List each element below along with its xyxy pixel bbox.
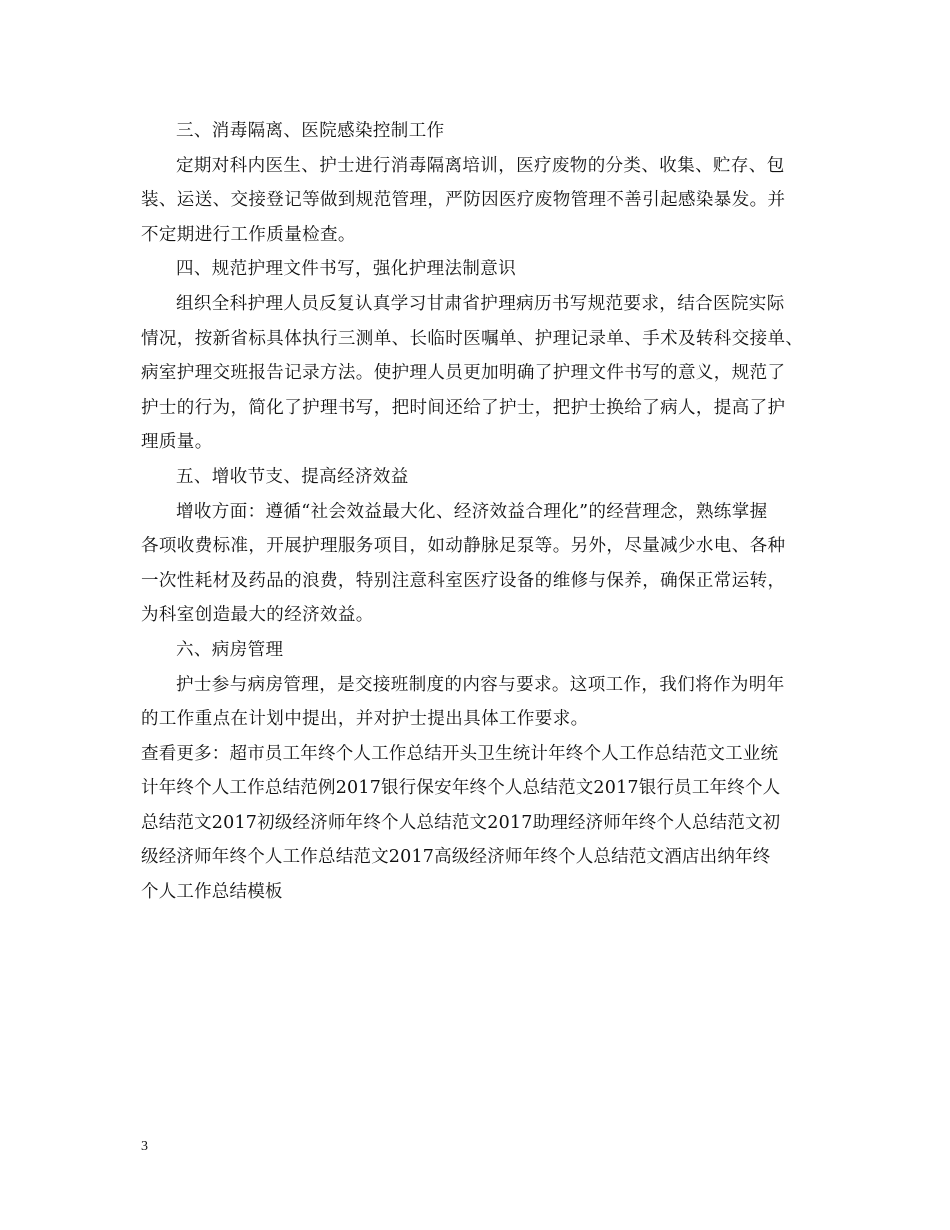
paragraph-line: 护士参与病房管理，是交接班制度的内容与要求。这项工作，我们将作为明年 — [176, 674, 785, 695]
section-economic-benefit — [141, 462, 825, 630]
paragraph-line: 组织全科护理人员反复认真学习甘肃省护理病历书写规范要求，结合医院实际 — [176, 293, 785, 314]
see-more-line[interactable]: 级经济师年终个人工作总结范文2017高级经济师年终个人总结范文酒店出纳年终 — [141, 847, 771, 868]
paragraph-line: 不定期进行工作质量检查。 — [141, 224, 356, 245]
paragraph-line: 各项收费标准，开展护理服务项目，如动静脉足泵等。另外，尽量减少水电、各种 — [141, 536, 786, 557]
paragraph-line: 为科室创造最大的经济效益。 — [141, 605, 374, 626]
document-body — [141, 116, 825, 912]
section-heading: 三、消毒隔离、医院感染控制工作 — [176, 121, 445, 141]
paragraph-line: 情况，按新省标具体执行三测单、长临时医嘱单、护理记录单、手术及转科交接单、 — [141, 328, 804, 349]
see-more-line[interactable]: 查看更多：超市员工年终个人工作总结开头卫生统计年终个人工作总结范文工业统 — [141, 743, 779, 764]
paragraph-line: 一次性耗材及药品的浪费，特别注意科室医疗设备的维修与保养，确保正常运转， — [141, 570, 786, 591]
paragraph-line: 护士的行为，简化了护理书写，把时间还给了护士，把护士换给了病人，提高了护 — [141, 397, 786, 418]
paragraph-line: 装、运送、交接登记等做到规范管理，严防因医疗废物管理不善引起感染暴发。并 — [141, 190, 786, 211]
section-heading: 四、规范护理文件书写，强化护理法制意识 — [176, 259, 517, 280]
see-more-line[interactable]: 计年终个人工作总结范例2017银行保安年终个人总结范文2017银行员工年终个人 — [141, 778, 781, 799]
paragraph-line: 增收方面：遵循“社会效益最大化、经济效益合理化”的经营理念，熟练掌握 — [176, 501, 768, 522]
see-more-line[interactable]: 个人工作总结模板 — [141, 882, 283, 903]
section-heading: 五、增收节支、提高经济效益 — [176, 466, 409, 487]
paragraph-line: 病室护理交班报告记录方法。使护理人员更加明确了护理文件书写的意义，规范了 — [141, 363, 786, 384]
see-more-links[interactable] — [141, 739, 825, 907]
paragraph-line: 理质量。 — [141, 432, 213, 453]
section-disinfection — [141, 116, 825, 250]
paragraph-line: 的工作重点在计划中提出，并对护士提出具体工作要求。 — [141, 709, 589, 730]
see-more-line[interactable]: 总结范文2017初级经济师年终个人总结范文2017助理经济师年终个人总结范文初 — [141, 812, 781, 833]
section-heading: 六、病房管理 — [176, 639, 284, 660]
section-ward-management — [141, 635, 825, 734]
page-number: 3 — [141, 1139, 148, 1154]
paragraph-line: 定期对科内医生、护士进行消毒隔离培训，医疗废物的分类、收集、贮存、包 — [176, 155, 785, 176]
section-nursing-documents — [141, 254, 825, 457]
